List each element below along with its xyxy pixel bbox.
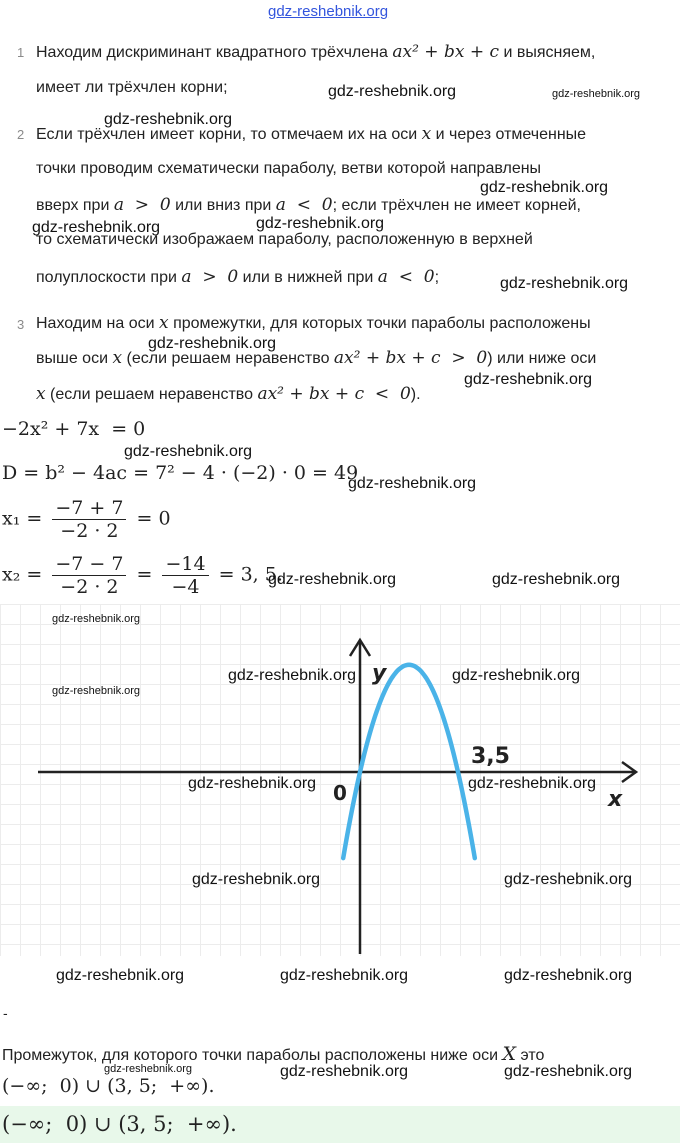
x1-fraction bbox=[52, 497, 126, 542]
step-3-line-2 bbox=[36, 348, 596, 368]
x2-numerator-1: −7 − 7 bbox=[52, 553, 126, 576]
watermark: gdz-reshebnik.org bbox=[192, 871, 321, 888]
step-2-l5-a: полуплоскости при bbox=[36, 269, 177, 286]
x2-denominator-1: −2 · 2 bbox=[60, 576, 119, 598]
watermark: gdz-reshebnik.org bbox=[104, 1063, 193, 1075]
watermark: gdz-reshebnik.org bbox=[148, 335, 277, 352]
watermark: gdz-reshebnik.org bbox=[256, 215, 385, 232]
watermark: gdz-reshebnik.org bbox=[468, 775, 597, 792]
watermark: gdz-reshebnik.org bbox=[480, 179, 609, 196]
conclusion-text bbox=[2, 1043, 544, 1065]
step-3-line-3 bbox=[36, 384, 421, 404]
step-2-l5-m2: a < 0 bbox=[377, 267, 435, 287]
watermark: gdz-reshebnik.org bbox=[504, 871, 633, 888]
step-2-line-3 bbox=[36, 195, 581, 215]
watermark: gdz-reshebnik.org bbox=[280, 1063, 409, 1080]
x2-fraction-2 bbox=[162, 553, 208, 598]
watermark: gdz-reshebnik.org bbox=[32, 219, 161, 236]
conclusion-axis: X bbox=[502, 1043, 517, 1065]
x1-lhs: x₁ = bbox=[2, 507, 43, 530]
step-2-text: Если трёхчлен имеет корни, то отмечаем их на оси bbox=[36, 126, 418, 143]
step-3-tail: промежутки, для которых точки параболы расположены bbox=[173, 315, 591, 332]
watermark: gdz-reshebnik.org bbox=[124, 443, 253, 460]
watermark: gdz-reshebnik.org bbox=[268, 571, 397, 588]
answer-interval: (−∞; 0) ∪ (3, 5; +∞). bbox=[2, 1112, 237, 1136]
x-axis-label: x bbox=[608, 787, 623, 812]
x1-denominator: −2 · 2 bbox=[60, 520, 119, 542]
x2-denominator-2: −4 bbox=[171, 576, 200, 598]
step-number-2: 2 bbox=[17, 127, 25, 142]
conclusion-dash: - bbox=[3, 1005, 8, 1021]
watermark: gdz-reshebnik.org bbox=[52, 685, 141, 697]
watermark: gdz-reshebnik.org bbox=[504, 1063, 633, 1080]
step-2-line-4: то схематически изображаем параболу, расположенную в верхней bbox=[36, 231, 533, 248]
step-2-l3-m1: a > 0 bbox=[113, 195, 171, 215]
step-3-l3-a: (если решаем неравенство bbox=[50, 386, 253, 403]
step-2-tail: и через отмеченные bbox=[435, 126, 587, 143]
step-3-l2-m1: x bbox=[112, 348, 123, 368]
watermark: gdz-reshebnik.org bbox=[280, 967, 409, 984]
step-1-line-1 bbox=[36, 42, 595, 62]
step-3-l3-b: ). bbox=[410, 386, 421, 403]
step-1-text: Находим дискриминант квадратного трёхчлена bbox=[36, 44, 388, 61]
step-3-l3-m2: ax² + bx + c < 0 bbox=[257, 384, 411, 404]
step-3-math: x bbox=[159, 313, 169, 333]
step-2-l3-c: ; если трёхчлен не имеет корней, bbox=[332, 197, 581, 214]
watermark: gdz-reshebnik.org bbox=[188, 775, 317, 792]
watermark: gdz-reshebnik.org bbox=[452, 667, 581, 684]
step-2-line-2: точки проводим схематически параболу, ветви которой направлены bbox=[36, 160, 542, 177]
watermark: gdz-reshebnik.org bbox=[56, 967, 185, 984]
conclusion-interval: (−∞; 0) ∪ (3, 5; +∞). bbox=[2, 1075, 215, 1097]
watermark: gdz-reshebnik.org bbox=[348, 475, 477, 492]
step-1-line-2: имеет ли трёхчлен корни; bbox=[36, 79, 228, 96]
step-2-l3-a: вверх при bbox=[36, 197, 110, 214]
step-3-l2-b: (если решаем неравенство bbox=[126, 350, 330, 367]
step-3-l3-m1: x bbox=[36, 384, 46, 404]
step-2-l5-c: ; bbox=[434, 269, 440, 286]
x2-fraction-1 bbox=[52, 553, 126, 598]
step-2-math: x bbox=[421, 124, 432, 144]
x2-numerator-2: −14 bbox=[162, 553, 208, 576]
step-2-l5-m1: a > 0 bbox=[181, 267, 239, 287]
x1-numerator: −7 + 7 bbox=[52, 497, 126, 520]
step-2-l3-b: или вниз при bbox=[175, 197, 272, 214]
step-3-text: Находим на оси bbox=[36, 315, 155, 332]
site-link[interactable]: gdz-reshebnik.org bbox=[268, 3, 389, 20]
conclusion-sentence: Промежуток, для которого точки параболы расположены ниже оси bbox=[2, 1047, 499, 1064]
step-2-l5-b: или в нижней при bbox=[242, 269, 374, 286]
step-1-tail: и выясняем, bbox=[503, 44, 596, 61]
parabola-curve bbox=[343, 665, 475, 858]
watermark: gdz-reshebnik.org bbox=[328, 83, 457, 100]
watermark: gdz-reshebnik.org bbox=[500, 275, 629, 292]
watermark: gdz-reshebnik.org bbox=[228, 667, 357, 684]
watermark: gdz-reshebnik.org bbox=[552, 88, 641, 100]
step-2-line-5 bbox=[36, 267, 439, 287]
step-number-3: 3 bbox=[17, 317, 25, 332]
watermark: gdz-reshebnik.org bbox=[52, 613, 141, 625]
step-1-math: ax² + bx + c bbox=[392, 42, 499, 62]
equation-1: −2x² + 7x = 0 bbox=[2, 418, 146, 440]
equation-x1 bbox=[2, 497, 171, 542]
x2-equals: = bbox=[136, 563, 153, 586]
step-2-l3-m2: a < 0 bbox=[275, 195, 333, 215]
x2-rhs: = 3, 5. bbox=[218, 563, 283, 586]
equation-x2 bbox=[2, 553, 283, 598]
step-3-line-1 bbox=[36, 313, 591, 333]
watermark: gdz-reshebnik.org bbox=[104, 111, 233, 128]
x2-lhs: x₂ = bbox=[2, 563, 43, 586]
origin-label: 0 bbox=[333, 781, 347, 805]
step-number-1: 1 bbox=[17, 45, 25, 60]
step-3-l2-c: ) или ниже оси bbox=[487, 350, 597, 367]
conclusion-tail: это bbox=[520, 1047, 545, 1064]
watermark: gdz-reshebnik.org bbox=[504, 967, 633, 984]
step-3-l2-a: выше оси bbox=[36, 350, 109, 367]
x1-rhs: = 0 bbox=[136, 507, 171, 530]
step-3-l2-m2: ax² + bx + c > 0 bbox=[333, 348, 488, 368]
root-label: 3,5 bbox=[471, 744, 510, 769]
equation-discriminant: D = b² − 4ac = 7² − 4 · (−2) · 0 = 49 bbox=[2, 462, 359, 484]
y-axis-label: y bbox=[372, 661, 387, 686]
watermark: gdz-reshebnik.org bbox=[492, 571, 621, 588]
watermark: gdz-reshebnik.org bbox=[464, 371, 593, 388]
